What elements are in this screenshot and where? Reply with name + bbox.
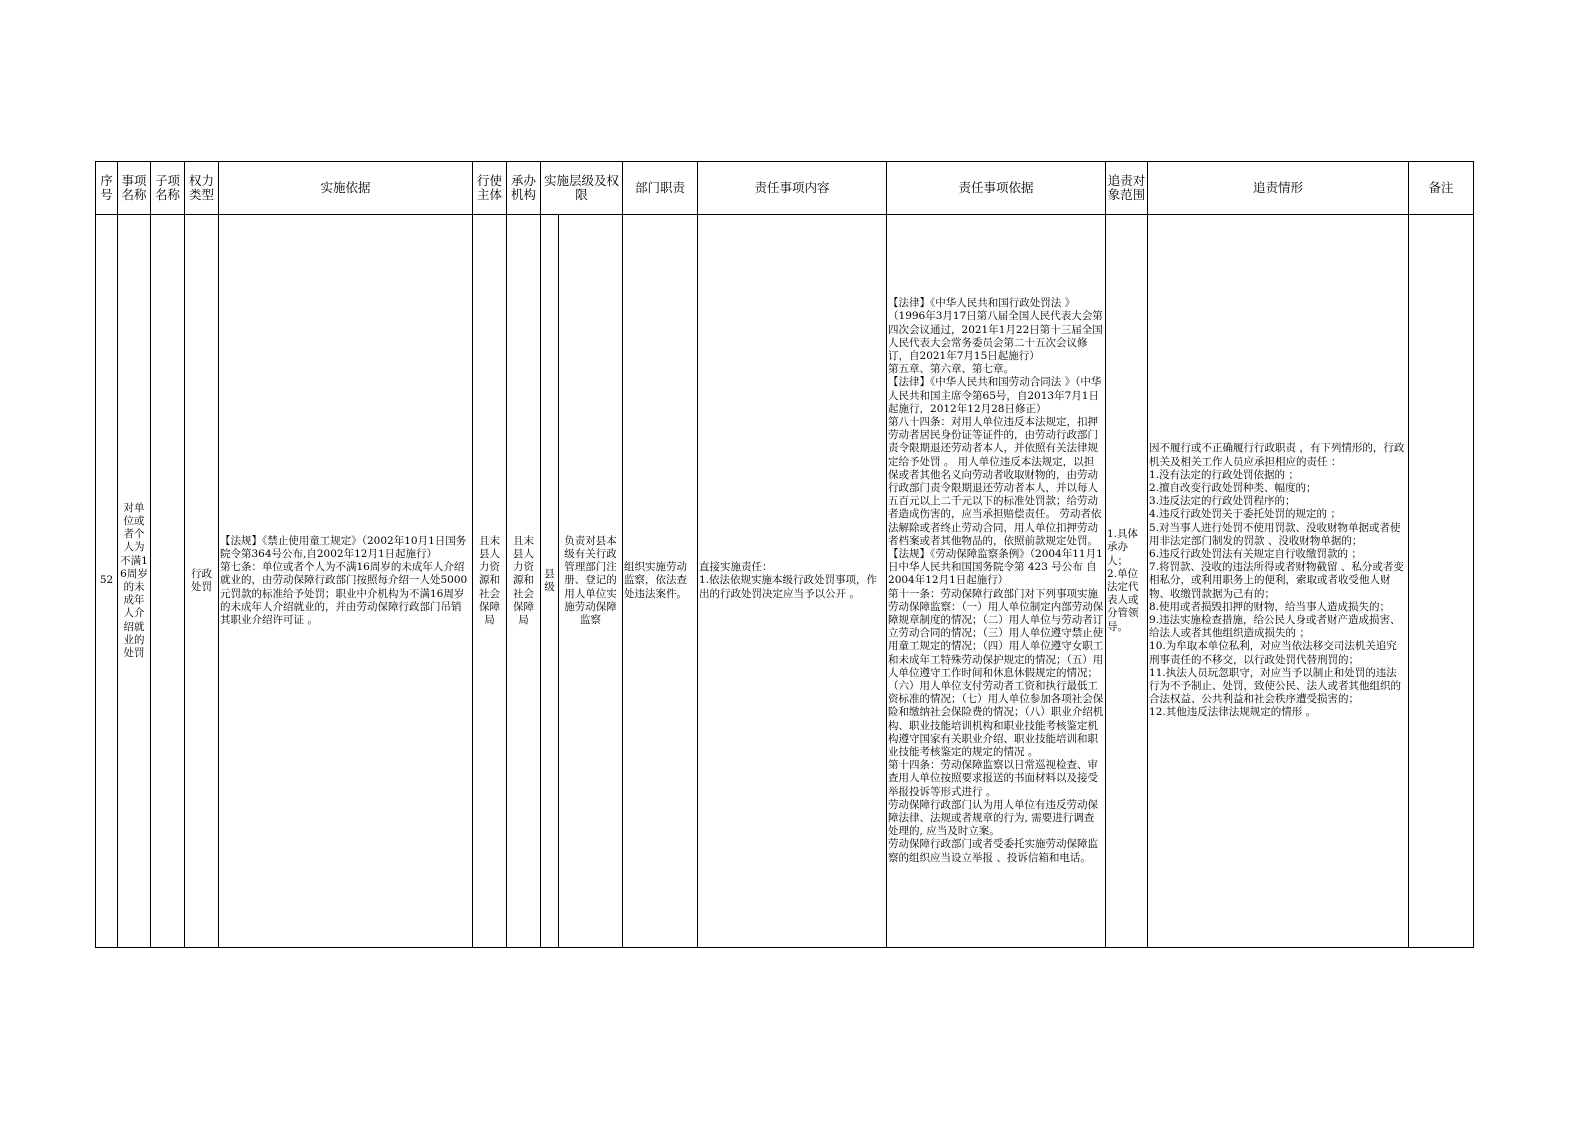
cell-power-type: 行政处罚 xyxy=(185,215,219,948)
cell-org: 且末县人力资源和社会保障局 xyxy=(507,215,541,948)
header-scope: 追责对象范围 xyxy=(1106,162,1148,215)
cell-level-b: 负责对县本级有关行政管理部门注册、登记的用人单位实施劳动保障监察 xyxy=(559,215,623,948)
cell-duty: 组织实施劳动监察，依法查处违法案件。 xyxy=(623,215,698,948)
cell-level-a: 县级 xyxy=(541,215,559,948)
cell-situation: 因不履行或不正确履行行政职责 ，有下列情形的，行政机关及相关工作人员应承担相应的责任 ： 1.没有法定的行政处罚依据的 ； 2.擅自改变行政处罚种类、幅度的； 3.违反法定的行政处罚程序的； 4.违反行政处罚关于委托处罚的规定的 ； 5.对当事人进行处罚不使用罚款、没收财物单据或者使用非法定部门制发的罚款 、没收财物单据的； 6.违反行政处罚法有关规定自行收缴罚款的 ； 7.将罚款、没收的违法所得或者财物截留 、私分或者变相私分，或利用职务上的便利，索取或者收受他人财物、收缴罚款据为己有的； 8.使用或者损毁扣押的财物，给当事人造成损失的； 9.违法实施检查措施，给公民人身或者财产造成损害、给法人或者其他组织造成损失的 ； 10.为牟取本单位私利，对应当依法移交司法机关追究刑事责任的不移交，以行政处罚代替刑罚的； 11.执法人员玩忽职守，对应当予以制止和处罚的违法行为不予制止、处罚，致使公民、法人或者其他组织的合法权益、公共利益和社会秩序遭受损害的； 12.其他违反法律法规规定的情形 。 xyxy=(1148,215,1409,948)
header-duty: 部门职责 xyxy=(623,162,698,215)
header-org: 承办机构 xyxy=(507,162,541,215)
header-remark: 备注 xyxy=(1409,162,1474,215)
cell-subject: 且末县人力资源和社会保障局 xyxy=(473,215,507,948)
header-basis: 实施依据 xyxy=(219,162,473,215)
header-situation: 追责情形 xyxy=(1148,162,1409,215)
cell-basis: 【法规】《禁止使用童工规定》（2002年10月1日国务院令第364号公布,自2002年12月1日起施行） 第七条：单位或者个人为不满16周岁的未成年人介绍就业的，由劳动保障行政部门按照每介绍一人处5000元罚款的标准给予处罚；职业中介机构为不满16周岁的未成年人介绍就业的，并由劳动保障行政部门吊销其职业介绍许可证 。 xyxy=(219,215,473,948)
cell-resp-content: 直接实施责任： 1.依法依规实施本级行政处罚事项，作出的行政处罚决定应当予以公开 。 xyxy=(698,215,887,948)
cell-sub-item xyxy=(151,215,185,948)
header-subject: 行使主体 xyxy=(473,162,507,215)
header-item-name: 事项名称 xyxy=(118,162,151,215)
header-resp-basis: 责任事项依据 xyxy=(887,162,1106,215)
cell-resp-basis: 【法律】《中华人民共和国行政处罚法 》（1996年3月17日第八届全国人民代表大会第四次会议通过，2021年1月22日第十三届全国人民代表大会常务委员会第二十五次会议修订，自2021年7月15日起施行） 第五章、第六章、第七章。 【法律】《中华人民共和国劳动合同法 》（中华人民共和国主席令第65号，自2013年7月1日起施行，2012年12月28日修正） 第八十四条：对用人单位违反本法规定，扣押劳动者居民身份证等证件的，由劳动行政部门责令限期退还劳动者本人，并依照有关法律规定给予处罚 。 用人单位违反本法规定，以担保或者其他名义向劳动者收取财物的，由劳动行政部门责令限期退还劳动者本人，并以每人五百元以上二千元以下的标准处罚款；给劳动者造成伤害的，应当承担赔偿责任。 劳动者依法解除或者终止劳动合同，用人单位扣押劳动者档案或者其他物品的，依照前款规定处罚。 【法规】《劳动保障监察条例》（2004年11月1日中华人民共和国国务院令第 423 号公布 自2004年12月1日起施行） 第十一条：劳动保障行政部门对下列事项实施劳动保障监察：（一）用人单位制定内部劳动保障规章制度的情况；（二）用人单位与劳动者订立劳动合同的情况；（三）用人单位遵守禁止使用童工规定的情况；（四）用人单位遵守女职工和未成年工特殊劳动保护规定的情况；（五）用人单位遵守工作时间和休息休假规定的情况；（六）用人单位支付劳动者工资和执行最低工资标准的情况；（七）用人单位参加各项社会保险和缴纳社会保险费的情况；（八）职业介绍机构、职业技能培训机构和职业技能考核鉴定机构遵守国家有关职业介绍、职业技能培训和职业技能考核鉴定的规定的情况 。 第十四条：劳动保障监察以日常巡视检查、审查用人单位按照要求报送的书面材料以及接受举报投诉等形式进行 。 劳动保障行政部门认为用人单位有违反劳动保障法律、法规或者规章的行为, 需要进行调查处理的, 应当及时立案。 劳动保障行政部门或者受委托实施劳动保障监察的组织应当设立举报 、投诉信箱和电话。 xyxy=(887,215,1106,948)
cell-remark xyxy=(1409,215,1474,948)
cell-scope: 1.具体承办人； 2.单位法定代表人或分管领导。 xyxy=(1106,215,1148,948)
cell-seq: 52 xyxy=(96,215,118,948)
table-row xyxy=(96,215,1474,948)
header-row xyxy=(96,162,1474,215)
header-level: 实施层级及权限 xyxy=(541,162,623,215)
header-resp-content: 责任事项内容 xyxy=(698,162,887,215)
header-sub-item: 子项名称 xyxy=(151,162,185,215)
power-list-table xyxy=(95,161,1474,948)
header-seq: 序号 xyxy=(96,162,118,215)
header-power-type: 权力类型 xyxy=(185,162,219,215)
cell-item-name: 对单位或者个人为不满16周岁的未成年人介绍就业的处罚 xyxy=(118,215,151,948)
